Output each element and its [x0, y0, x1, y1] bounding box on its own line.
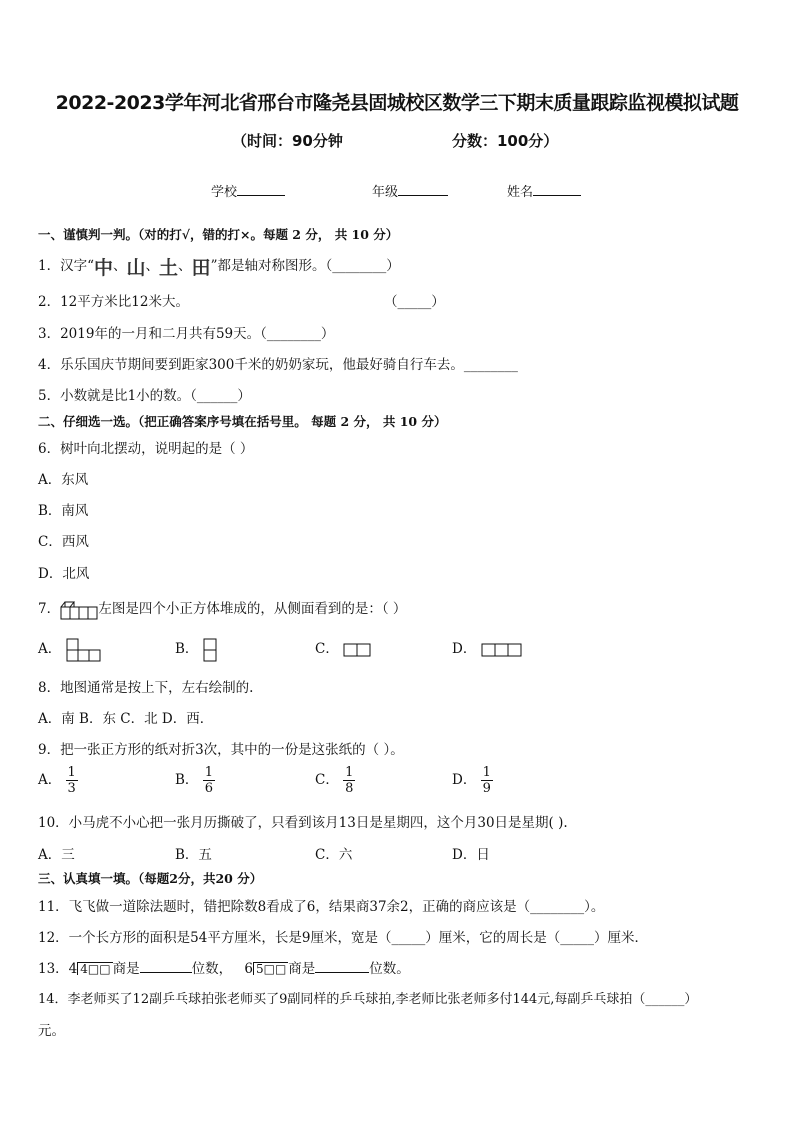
view-d-figure	[481, 642, 523, 658]
question-1: 1．汉字“中、山、土、田”都是轴对称图形。（________）	[38, 253, 400, 280]
question-6: 6．树叶向北摆动，说明起的是（ ）	[38, 441, 254, 457]
question-13-text-2: 位数，	[191, 961, 233, 977]
fraction-one-sixth: $\frac{1}{6}$	[204, 765, 213, 796]
question-13-divisor-2: 6	[244, 961, 253, 977]
question-9-option-d	[452, 765, 493, 796]
question-1-suffix: ”都是轴对称图形。（________）	[210, 258, 400, 274]
question-6-option-d: D．北风	[38, 566, 90, 582]
question-9-option-c	[315, 765, 355, 796]
question-12: 12．一个长方形的面积是54平方厘米，长是9厘米，宽是（_____）厘米，它的周长是（_____）厘米．	[38, 930, 648, 946]
page-title: 2022-2023学年河北省邢台市隆尧县固城校区数学三下期末质量跟踪监视模拟试题	[55, 92, 739, 114]
name-label: 姓名	[507, 185, 534, 200]
question-7-option-c	[315, 637, 373, 658]
question-13-text-1: 商是	[112, 961, 140, 977]
question-7	[38, 597, 406, 621]
question-9-option-a	[38, 765, 78, 796]
question-9-option-b	[175, 765, 215, 796]
question-1-prefix: 1．汉字“	[38, 258, 94, 274]
grade-label: 年级	[372, 185, 399, 200]
question-10: 10．小马虎不小心把一张月历撕破了，只看到该月13日是星期四，这个月30日是星期( ).	[38, 815, 568, 831]
option-b-label: B．	[175, 772, 199, 788]
char-tu: 土	[159, 257, 179, 279]
char-tian: 田	[191, 257, 211, 279]
option-a-label: A．	[38, 772, 62, 788]
question-11: 11．飞飞做一道除法题时，错把除数8看成了6，结果商37余2，正确的商应该是（________）。	[38, 899, 605, 915]
question-2-blank[interactable]: （_____）	[384, 294, 445, 310]
question-7-prefix: 7．	[38, 601, 61, 617]
question-6-option-a: A．东风	[38, 472, 89, 488]
cube-stack-figure	[60, 599, 98, 621]
view-a-figure	[66, 638, 106, 662]
section-2-heading: 二、仔细选一选。（把正确答案序号填在括号里。 每题 2 分， 共 10 分）	[38, 414, 447, 429]
section-3-heading: 三、认真填一填。（每题2分，共20 分）	[38, 871, 263, 886]
question-7-option-b	[175, 637, 219, 662]
question-5: 5．小数就是比1小的数。（______）	[38, 388, 251, 404]
fraction-one-eighth: $\frac{1}{8}$	[345, 765, 354, 796]
division-bracket-2: 5□□	[253, 962, 288, 975]
question-8-options: A．南 B．东 C．北 D．西．	[38, 711, 214, 727]
exam-score: 分数：100分）	[452, 132, 559, 150]
option-c-label: C．	[315, 772, 339, 788]
char-zhong: 中	[94, 257, 114, 279]
question-7-option-d	[452, 637, 523, 658]
question-8: 8．地图通常是按上下，左右绘制的.	[38, 680, 254, 696]
division-bracket-1: 4□□	[77, 962, 112, 975]
section-1-heading: 一、谨慎判一判。（对的打√，错的打×。每题 2 分， 共 10 分）	[38, 227, 399, 242]
option-b-label: B．	[175, 641, 199, 657]
question-13	[38, 957, 410, 977]
exam-time: （时间：90分钟	[232, 132, 343, 150]
question-13-blank-1[interactable]	[140, 960, 192, 973]
option-d-label: D．	[452, 641, 477, 657]
question-6-option-c: C．西风	[38, 534, 89, 550]
question-3: 3．2019年的一月和二月共有59天。（________）	[38, 326, 335, 342]
school-label: 学校	[211, 185, 238, 200]
option-d-label: D．	[452, 772, 477, 788]
fraction-one-third: $\frac{1}{3}$	[67, 765, 76, 796]
question-13-blank-2[interactable]	[315, 960, 369, 973]
question-10-option-c: C．六	[315, 847, 353, 863]
question-14-line-1: 14．李老师买了12副乒乓球拍张老师买了9副同样的乒乓球拍,李老师比张老师多付144元,每副乒乓球拍（______）	[38, 992, 698, 1007]
question-6-option-b: B．南风	[38, 503, 89, 519]
question-2: 2．12平方米比12米大。	[38, 294, 189, 310]
question-13-text-3: 商是	[288, 961, 316, 977]
view-b-figure	[203, 638, 219, 662]
option-a-label: A．	[38, 641, 62, 657]
question-7-text: 左图是四个小正方体堆成的，从侧面看到的是：（ ）	[98, 601, 407, 617]
name-field	[507, 181, 581, 200]
question-9: 9．把一张正方形的纸对折3次，其中的一份是这张纸的（ ）。	[38, 742, 404, 758]
question-10-option-d: D．日	[452, 847, 490, 863]
fraction-one-ninth: $\frac{1}{9}$	[482, 765, 491, 796]
char-shan: 山	[126, 257, 146, 279]
grade-field	[372, 181, 448, 200]
view-c-figure	[343, 642, 373, 658]
school-blank[interactable]	[237, 183, 285, 196]
school-field	[211, 181, 285, 200]
question-14-line-2: 元。	[38, 1023, 65, 1039]
grade-blank[interactable]	[398, 183, 448, 196]
question-13-text-4: 位数。	[369, 961, 410, 977]
question-10-option-a: A．三	[38, 847, 75, 863]
question-4: 4．乐乐国庆节期间要到距家300千米的奶奶家玩，他最好骑自行车去。________	[38, 357, 518, 373]
option-c-label: C．	[315, 641, 339, 657]
name-blank[interactable]	[533, 183, 581, 196]
question-7-option-a	[38, 637, 106, 662]
question-10-option-b: B．五	[175, 847, 212, 863]
question-13-prefix: 13．4	[38, 961, 78, 977]
